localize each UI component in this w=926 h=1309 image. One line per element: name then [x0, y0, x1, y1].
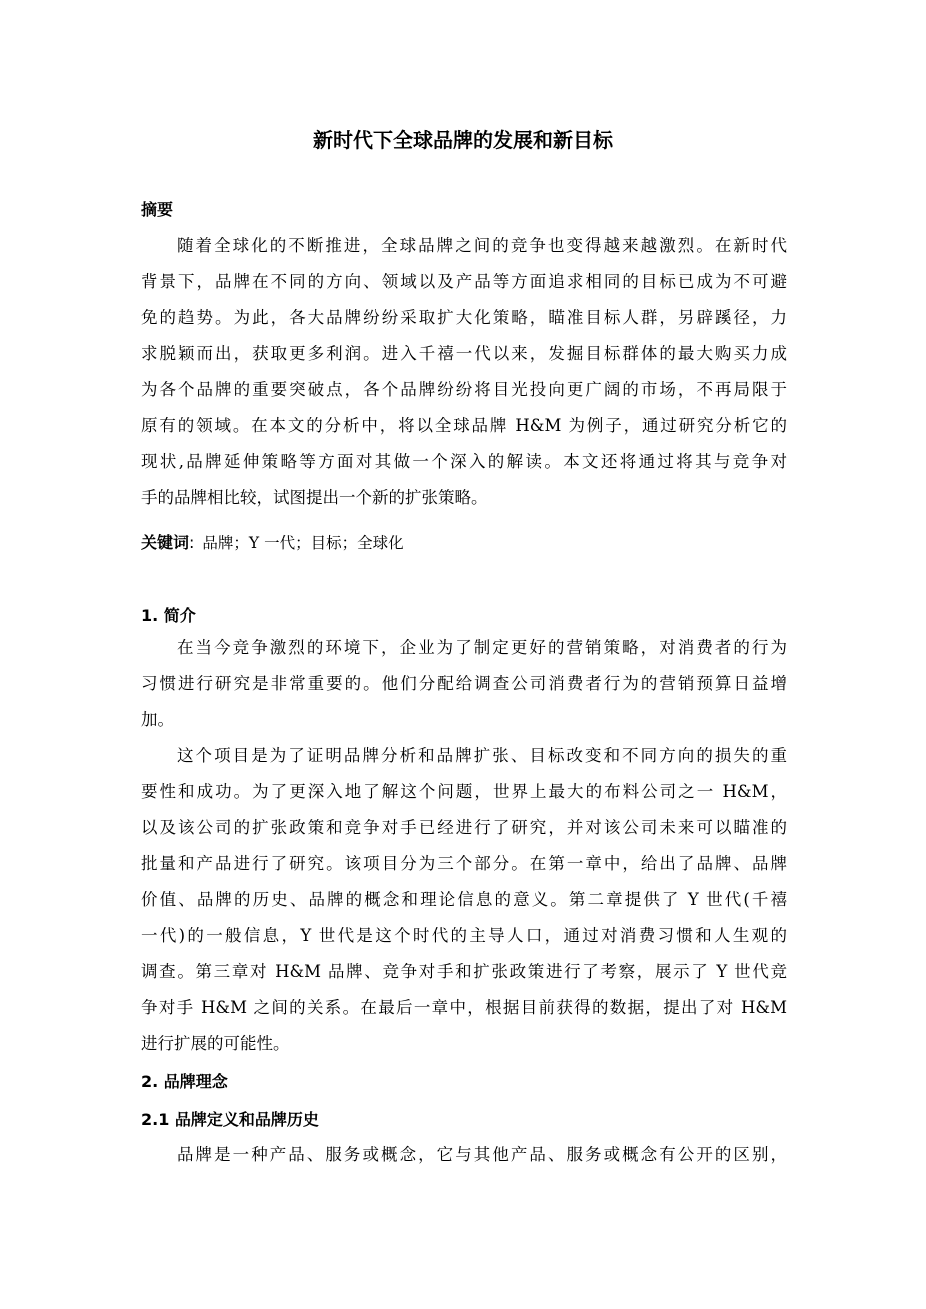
text-line: 随着全球化的不断推进，全球品牌之间的竞争也变得越来越激烈。在新时代	[177, 236, 787, 255]
abstract-heading: 摘要	[141, 200, 174, 219]
section-1-paragraph-2	[141, 738, 787, 1062]
text-line: 以及该公司的扩张政策和竞争对手已经进行了研究，并对该公司未来可以瞄准的	[141, 818, 787, 837]
text-line: 免的趋势。为此，各大品牌纷纷采取扩大化策略，瞄准目标人群，另辟蹊径，力	[141, 308, 787, 327]
abstract-paragraph	[141, 228, 787, 516]
text-line: 价值、品牌的历史、品牌的概念和理论信息的意义。第二章提供了 Y 世代(千禧	[141, 890, 787, 909]
text-line: 习惯进行研究是非常重要的。他们分配给调查公司消费者行为的营销预算日益增	[141, 674, 787, 693]
keywords-separator: :	[189, 533, 195, 552]
text-line: 背景下，品牌在不同的方向、领域以及产品等方面追求相同的目标已成为不可避	[141, 272, 787, 291]
text-line: 现状,品牌延伸策略等方面对其做一个深入的解读。本文还将通过将其与竞争对	[141, 452, 787, 471]
text-line: 手的品牌相比较，试图提出一个新的扩张策略。	[141, 488, 488, 507]
text-line: 这个项目是为了证明品牌分析和品牌扩张、目标改变和不同方向的损失的重	[177, 746, 787, 765]
section-2-1-heading: 2.1 品牌定义和品牌历史	[141, 1110, 319, 1129]
text-line: 原有的领域。在本文的分析中，将以全球品牌 H&M 为例子，通过研究分析它的	[141, 416, 787, 435]
keywords-line	[141, 530, 404, 556]
section-2-heading: 2. 品牌理念	[141, 1072, 228, 1091]
section-1-heading: 1. 简介	[141, 606, 196, 625]
text-line: 求脱颖而出，获取更多利润。进入千禧一代以来，发掘目标群体的最大购买力成	[141, 344, 787, 363]
section-2-1-paragraph	[141, 1137, 787, 1173]
text-line: 要性和成功。为了更深入地了解这个问题，世界上最大的布料公司之一 H&M，	[141, 782, 787, 801]
text-line: 争对手 H&M 之间的关系。在最后一章中，根据目前获得的数据，提出了对 H&M	[141, 998, 787, 1017]
text-line: 一代)的一般信息，Y 世代是这个时代的主导人口，通过对消费习惯和人生观的	[141, 926, 787, 945]
text-line: 进行扩展的可能性。	[141, 1034, 290, 1053]
text-line: 批量和产品进行了研究。该项目分为三个部分。在第一章中，给出了品牌、品牌	[141, 854, 787, 873]
text-line: 为各个品牌的重要突破点，各个品牌纷纷将目光投向更广阔的市场，不再局限于	[141, 380, 787, 399]
keywords-label: 关键词	[141, 533, 190, 552]
document-title: 新时代下全球品牌的发展和新目标	[313, 128, 613, 152]
text-line: 加。	[141, 710, 174, 729]
section-1-paragraph-1	[141, 630, 787, 738]
text-line: 品牌是一种产品、服务或概念，它与其他产品、服务或概念有公开的区别，	[177, 1145, 787, 1164]
text-line: 调查。第三章对 H&M 品牌、竞争对手和扩张政策进行了考察，展示了 Y 世代竞	[141, 962, 787, 981]
keywords-value: 品牌；Y 一代；目标；全球化	[202, 534, 404, 552]
text-line: 在当今竞争激烈的环境下，企业为了制定更好的营销策略，对消费者的行为	[177, 638, 787, 657]
